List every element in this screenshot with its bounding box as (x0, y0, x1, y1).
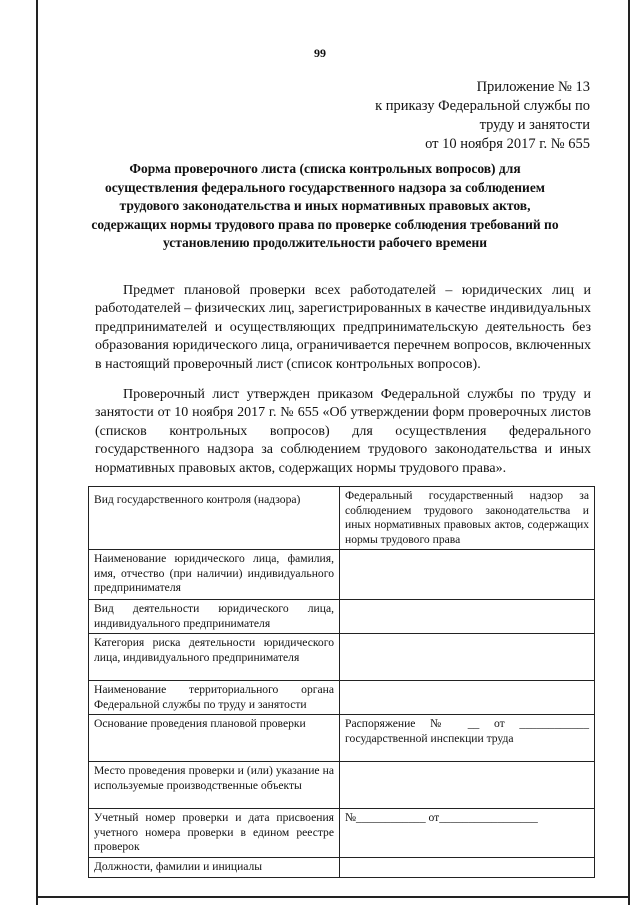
table-cell-value: Федеральный государственный надзор за соблюдением трудового законодательства и иных нормативных правовых актов, содержащих нормы трудового права (340, 487, 595, 550)
table-cell-value[interactable] (340, 634, 595, 681)
table-cell-value[interactable]: №____________ от_________________ (340, 809, 595, 858)
table-cell-label: Место проведения проверки и (или) указание на используемые производственные объекты (89, 762, 340, 809)
table-cell-label: Основание проведения плановой проверки (89, 715, 340, 762)
table-cell-value[interactable] (340, 600, 595, 634)
table-cell-label: Категория риска деятельности юридического лица, индивидуального предпринимателя (89, 634, 340, 681)
page-border-left (36, 0, 38, 905)
table-cell-label: Учетный номер проверки и дата присвоения учетного номера проверки в едином реестре проверок (89, 809, 340, 858)
appendix-block (375, 78, 590, 154)
table-row (89, 600, 595, 634)
table-cell-label: Наименование юридического лица, фамилия, имя, отчество (при наличии) индивидуального предпринимателя (89, 550, 340, 600)
table-cell-value[interactable] (340, 681, 595, 715)
table-row (89, 809, 595, 858)
appendix-line-2: к приказу Федеральной службы по (375, 98, 590, 114)
page-border-right (628, 0, 630, 905)
inspection-form-table (88, 486, 595, 878)
appendix-line-4: от 10 ноября 2017 г. № 655 (425, 136, 590, 152)
table-row (89, 858, 595, 878)
table-row (89, 550, 595, 600)
paragraph-approval: Проверочный лист утвержден приказом Федеральной службы по труду и занятости от 10 ноября 2017 г. № 655 «Об утверждении форм проверочных листов (списков контрольных вопросов) для осуществления федерального государственного надзора за соблюдением трудового законодательства и иных нормативных правовых актов, содержащих нормы трудового права». (95, 387, 591, 476)
table-cell-value[interactable]: Распоряжение № __ от ____________ государственной инспекции труда (340, 715, 595, 762)
table-cell-label: Вид деятельности юридического лица, индивидуального предпринимателя (89, 600, 340, 634)
table-row (89, 681, 595, 715)
table-cell-value[interactable] (340, 858, 595, 878)
table-cell-value[interactable] (340, 762, 595, 809)
paragraph-subject: Предмет плановой проверки всех работодателей – юридических лиц и работодателей – физических лиц, зарегистрированных в качестве индивидуальных предпринимателей и осуществляющих предпринимательскую деятельность без образования юридического лица, ограничивается перечнем вопросов, включенных в настоящий проверочный лист (список контрольных вопросов). (95, 283, 591, 372)
table-cell-label: Наименование территориального органа Федеральной службы по труду и занятости (89, 681, 340, 715)
appendix-line-1: Приложение № 13 (476, 79, 590, 95)
table-cell-label: Вид государственного контроля (надзора) (89, 487, 340, 550)
document-title: Форма проверочного листа (списка контрольных вопросов) для осуществления федерального государственного надзора за соблюдением трудового законодательства и иных нормативных правовых актов, содержащих нормы трудового права по проверке соблюдения требований по установлению продолжительности рабочего времени (91, 161, 559, 250)
table-cell-label: Должности, фамилии и инициалы (89, 858, 340, 878)
table-row (89, 487, 595, 550)
table-cell-value[interactable] (340, 550, 595, 600)
page-number: 99 (314, 46, 326, 60)
table-row (89, 634, 595, 681)
appendix-line-3: труду и занятости (479, 117, 590, 133)
table-row (89, 715, 595, 762)
table-row (89, 762, 595, 809)
page-border-bottom (36, 896, 630, 898)
